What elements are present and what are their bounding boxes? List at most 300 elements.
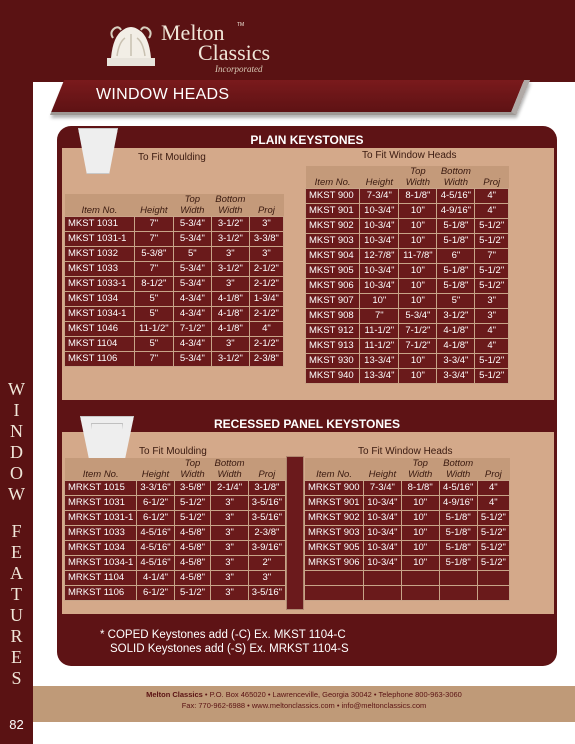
dimension-cell: 5-1/8" xyxy=(439,541,477,556)
item-number-cell: MKST 940 xyxy=(306,369,360,384)
table-row xyxy=(306,294,509,309)
dimension-cell: 5-1/2" xyxy=(477,526,509,541)
column-header: Height xyxy=(360,166,399,189)
column-header: Proj xyxy=(477,458,509,481)
dimension-cell: 4" xyxy=(475,324,509,339)
dimension-cell: 10" xyxy=(399,294,437,309)
dimension-cell: 10" xyxy=(401,541,439,556)
dimension-cell: 8-1/8" xyxy=(399,189,437,204)
dimension-cell: 3" xyxy=(211,277,249,292)
dimension-cell xyxy=(364,571,402,586)
dimension-cell: 10-3/4" xyxy=(364,541,402,556)
brand-name-line1: Melton xyxy=(161,20,225,45)
item-number-cell: MKST 900 xyxy=(306,189,360,204)
table-row xyxy=(65,307,284,322)
dimension-cell: 3" xyxy=(211,541,248,556)
dimension-cell: 10" xyxy=(399,204,437,219)
dimension-cell: 11-1/2" xyxy=(360,324,399,339)
table-row xyxy=(65,247,284,262)
dimension-cell: 4-9/16" xyxy=(439,496,477,511)
column-capital-icon xyxy=(103,18,159,74)
dimension-cell: 6" xyxy=(437,249,475,264)
dimension-cell: 13-3/4" xyxy=(360,354,399,369)
item-number-cell: MRKST 1015 xyxy=(65,481,137,496)
table-row xyxy=(65,217,284,232)
column-header: Top Width xyxy=(174,458,211,481)
table-row xyxy=(305,481,510,496)
sidebar-letter: F xyxy=(11,521,22,541)
dimension-cell: 12-7/8" xyxy=(360,249,399,264)
dimension-cell: 10" xyxy=(401,511,439,526)
table-row xyxy=(305,526,510,541)
dimension-cell: 4" xyxy=(475,339,509,354)
trademark: TM xyxy=(237,22,245,28)
dimension-cell: 5" xyxy=(134,337,173,352)
dimension-cell: 3-1/2" xyxy=(211,217,249,232)
item-number-cell xyxy=(305,571,364,586)
dimension-cell: 4-5/8" xyxy=(174,526,211,541)
table-row xyxy=(65,571,286,586)
footer xyxy=(33,686,575,722)
dimension-cell: 7" xyxy=(360,309,399,324)
item-number-cell: MRKST 905 xyxy=(305,541,364,556)
dimension-cell: 3-3/8" xyxy=(249,232,283,247)
dimension-cell: 7" xyxy=(134,217,173,232)
dimension-cell: 7-3/4" xyxy=(364,481,402,496)
item-number-cell: MRKST 901 xyxy=(305,496,364,511)
dimension-cell: 3" xyxy=(211,586,248,601)
table-row xyxy=(65,481,286,496)
dimension-cell: 4" xyxy=(475,189,509,204)
dimension-cell: 7" xyxy=(134,232,173,247)
table-row xyxy=(65,526,286,541)
sidebar-letter: S xyxy=(11,668,22,688)
sidebar-letter: R xyxy=(10,626,23,646)
sidebar-letter: U xyxy=(10,605,23,625)
dimension-cell: 3" xyxy=(211,337,249,352)
dimension-cell: 4-5/16" xyxy=(437,189,475,204)
item-number-cell: MKST 912 xyxy=(306,324,360,339)
dimension-cell: 5" xyxy=(134,307,173,322)
dimension-cell: 5-1/2" xyxy=(477,511,509,526)
dimension-cell: 3-1/2" xyxy=(211,232,249,247)
item-number-cell: MKST 904 xyxy=(306,249,360,264)
dimension-cell: 7-1/2" xyxy=(173,322,211,337)
dimension-cell: 10-3/4" xyxy=(360,264,399,279)
dimension-cell: 4-1/8" xyxy=(437,339,475,354)
table-row xyxy=(305,586,510,601)
dimension-cell: 5-1/2" xyxy=(475,354,509,369)
dimension-cell: 4-5/16" xyxy=(439,481,477,496)
table-row xyxy=(305,511,510,526)
dimension-cell: 5-1/2" xyxy=(174,586,211,601)
dimension-cell: 10" xyxy=(399,354,437,369)
dimension-cell: 10-3/4" xyxy=(364,556,402,571)
dimension-cell: 6-1/2" xyxy=(137,511,174,526)
table-divider xyxy=(286,456,304,610)
footer-line1 xyxy=(33,690,575,699)
dimension-cell: 2-3/8" xyxy=(248,526,285,541)
dimension-cell xyxy=(477,586,509,601)
column-header: Height xyxy=(137,458,174,481)
item-number-cell: MKST 903 xyxy=(306,234,360,249)
dimension-cell: 4-3/4" xyxy=(173,337,211,352)
item-number-cell: MRKST 902 xyxy=(305,511,364,526)
dimension-cell: 4" xyxy=(249,322,283,337)
dimension-cell: 5-3/4" xyxy=(173,262,211,277)
dimension-cell: 5-1/2" xyxy=(475,369,509,384)
dimension-cell: 4" xyxy=(477,496,509,511)
dimension-cell: 4-5/16" xyxy=(137,556,174,571)
sidebar-letter: E xyxy=(11,647,22,667)
dimension-cell: 5" xyxy=(437,294,475,309)
item-number-cell: MKST 1104 xyxy=(65,337,135,352)
table-row xyxy=(305,496,510,511)
column-header: Bottom Width xyxy=(437,166,475,189)
dimension-cell xyxy=(401,571,439,586)
sidebar-letter: D xyxy=(10,442,23,462)
column-header: Proj xyxy=(475,166,509,189)
dimension-cell: 4-5/8" xyxy=(174,541,211,556)
item-number-cell: MKST 906 xyxy=(306,279,360,294)
table-row xyxy=(65,556,286,571)
dimension-cell: 2-1/2" xyxy=(249,337,283,352)
dimension-cell: 2-3/8" xyxy=(249,352,283,367)
dimension-cell: 10-3/4" xyxy=(364,511,402,526)
footer-company: Melton Classics xyxy=(146,690,203,699)
dimension-cell: 3-5/16" xyxy=(248,586,285,601)
dimension-cell: 7-1/2" xyxy=(399,324,437,339)
recessed-panel-inset xyxy=(91,423,123,461)
column-header: Top Width xyxy=(173,194,211,217)
dimension-cell: 10-3/4" xyxy=(360,219,399,234)
dimension-cell: 10" xyxy=(399,369,437,384)
item-number-cell: MRKST 900 xyxy=(305,481,364,496)
dimension-cell: 3" xyxy=(249,217,283,232)
item-number-cell: MRKST 906 xyxy=(305,556,364,571)
dimension-cell: 5" xyxy=(173,247,211,262)
dimension-cell: 3" xyxy=(475,294,509,309)
table-row xyxy=(306,264,509,279)
dimension-cell: 10" xyxy=(360,294,399,309)
dimension-cell: 4-9/16" xyxy=(437,204,475,219)
dimension-cell: 3-1/8" xyxy=(248,481,285,496)
dimension-cell: 5-1/8" xyxy=(439,526,477,541)
recessed-moulding-table xyxy=(64,458,286,601)
dimension-cell: 3" xyxy=(211,526,248,541)
table-row xyxy=(306,219,509,234)
dimension-cell: 10-3/4" xyxy=(360,204,399,219)
table-row xyxy=(65,232,284,247)
item-number-cell: MKST 1031-1 xyxy=(65,232,135,247)
item-number-cell: MKST 1034-1 xyxy=(65,307,135,322)
dimension-cell: 3" xyxy=(249,247,283,262)
dimension-cell: 2-1/4" xyxy=(211,481,248,496)
item-number-cell: MRKST 1033 xyxy=(65,526,137,541)
table-header-row xyxy=(306,166,509,189)
table-row xyxy=(306,234,509,249)
dimension-cell: 2-1/2" xyxy=(249,277,283,292)
page-title: WINDOW HEADS xyxy=(96,86,230,103)
item-number-cell: MRKST 1031 xyxy=(65,496,137,511)
dimension-cell: 3-3/4" xyxy=(437,354,475,369)
table-row xyxy=(65,586,286,601)
coped-note: * COPED Keystones add (-C) Ex. MKST 1104-C xyxy=(100,629,346,641)
dimension-cell: 3-1/2" xyxy=(211,262,249,277)
column-header: Proj xyxy=(249,194,283,217)
dimension-cell: 5-1/2" xyxy=(475,219,509,234)
sidebar-letter: O xyxy=(10,463,23,483)
dimension-cell: 11-7/8" xyxy=(399,249,437,264)
dimension-cell: 5-1/8" xyxy=(437,264,475,279)
item-number-cell: MKST 901 xyxy=(306,204,360,219)
dimension-cell: 10-3/4" xyxy=(364,526,402,541)
dimension-cell: 10-3/4" xyxy=(364,496,402,511)
dimension-cell: 3" xyxy=(211,496,248,511)
dimension-cell: 7" xyxy=(134,262,173,277)
column-header: Top Width xyxy=(399,166,437,189)
table-row xyxy=(65,262,284,277)
column-header: Bottom Width xyxy=(439,458,477,481)
table-row xyxy=(306,309,509,324)
dimension-cell: 7" xyxy=(475,249,509,264)
dimension-cell: 4-1/8" xyxy=(211,292,249,307)
column-header: Item No. xyxy=(306,166,360,189)
plain-moulding-label: To Fit Moulding xyxy=(138,152,206,163)
table-row xyxy=(65,496,286,511)
dimension-cell: 3" xyxy=(248,571,285,586)
table-row xyxy=(306,204,509,219)
item-number-cell: MKST 1034 xyxy=(65,292,135,307)
item-number-cell: MKST 905 xyxy=(306,264,360,279)
table-row xyxy=(65,277,284,292)
dimension-cell: 4" xyxy=(475,204,509,219)
dimension-cell: 4-1/8" xyxy=(211,307,249,322)
plain-section-title: PLAIN KEYSTONES xyxy=(250,133,364,147)
dimension-cell: 5-3/4" xyxy=(173,232,211,247)
table-row xyxy=(65,541,286,556)
column-header: Bottom Width xyxy=(211,194,249,217)
dimension-cell: 4-1/8" xyxy=(437,324,475,339)
dimension-cell: 5-1/8" xyxy=(439,556,477,571)
plain-heads-table xyxy=(305,166,509,384)
footer-contact: Fax: 770-962-6988 • www.meltonclassics.com • info@meltonclassics.com xyxy=(181,701,427,710)
item-number-cell: MKST 902 xyxy=(306,219,360,234)
dimension-cell xyxy=(477,571,509,586)
dimension-cell: 3" xyxy=(211,571,248,586)
dimension-cell: 4-3/4" xyxy=(173,307,211,322)
plain-heads-label: To Fit Window Heads xyxy=(362,150,457,161)
dimension-cell: 5-1/2" xyxy=(174,511,211,526)
column-header: Item No. xyxy=(305,458,364,481)
table-row xyxy=(306,279,509,294)
table-row xyxy=(306,324,509,339)
table-row xyxy=(305,556,510,571)
dimension-cell: 7-1/2" xyxy=(399,339,437,354)
table-row xyxy=(306,369,509,384)
dimension-cell: 6-1/2" xyxy=(137,586,174,601)
brand-incorporated: Incorporated xyxy=(215,64,263,74)
dimension-cell: 10" xyxy=(401,526,439,541)
table-row xyxy=(65,511,286,526)
brand-name-line2: Classics xyxy=(198,40,271,65)
dimension-cell: 4-5/16" xyxy=(137,541,174,556)
dimension-cell: 5-1/2" xyxy=(475,234,509,249)
table-row xyxy=(306,339,509,354)
item-number-cell: MKST 1033 xyxy=(65,262,135,277)
dimension-cell: 7-3/4" xyxy=(360,189,399,204)
recessed-heads-table xyxy=(304,458,510,601)
dimension-cell: 4-5/16" xyxy=(137,526,174,541)
plain-moulding-table xyxy=(64,194,284,367)
table-row xyxy=(306,249,509,264)
dimension-cell: 5-1/8" xyxy=(439,511,477,526)
dimension-cell: 5-1/8" xyxy=(437,279,475,294)
item-number-cell: MKST 908 xyxy=(306,309,360,324)
dimension-cell: 5-1/8" xyxy=(437,219,475,234)
dimension-cell: 8-1/2" xyxy=(134,277,173,292)
column-header: Top Width xyxy=(401,458,439,481)
dimension-cell: 2-1/2" xyxy=(249,262,283,277)
dimension-cell: 4-5/8" xyxy=(174,556,211,571)
header xyxy=(33,0,575,82)
item-number-cell: MRKST 1106 xyxy=(65,586,137,601)
dimension-cell: 10" xyxy=(399,264,437,279)
column-header: Bottom Width xyxy=(211,458,248,481)
item-number-cell: MKST 1106 xyxy=(65,352,135,367)
dimension-cell: 3-1/2" xyxy=(437,309,475,324)
dimension-cell: 10" xyxy=(399,279,437,294)
table-header-row xyxy=(305,458,510,481)
item-number-cell: MKST 1046 xyxy=(65,322,135,337)
dimension-cell xyxy=(364,586,402,601)
table-row xyxy=(305,541,510,556)
dimension-cell: 4" xyxy=(477,481,509,496)
dimension-cell: 4-3/4" xyxy=(173,292,211,307)
dimension-cell: 5-1/2" xyxy=(174,496,211,511)
dimension-cell: 5-1/2" xyxy=(477,541,509,556)
dimension-cell: 3-9/16" xyxy=(248,541,285,556)
dimension-cell: 3" xyxy=(475,309,509,324)
dimension-cell: 3-5/16" xyxy=(248,511,285,526)
dimension-cell: 3" xyxy=(211,511,248,526)
item-number-cell: MRKST 1031-1 xyxy=(65,511,137,526)
item-number-cell: MKST 913 xyxy=(306,339,360,354)
dimension-cell: 4-1/8" xyxy=(211,322,249,337)
brand-logo xyxy=(103,18,283,74)
dimension-cell: 3-3/16" xyxy=(137,481,174,496)
dimension-cell: 5-3/4" xyxy=(399,309,437,324)
dimension-cell: 13-3/4" xyxy=(360,369,399,384)
ordering-notes xyxy=(100,628,349,656)
table-row xyxy=(65,337,284,352)
item-number-cell: MKST 907 xyxy=(306,294,360,309)
table-row xyxy=(305,571,510,586)
dimension-cell: 10" xyxy=(401,556,439,571)
solid-note: SOLID Keystones add (-S) Ex. MRKST 1104-S xyxy=(110,643,349,655)
dimension-cell: 11-1/2" xyxy=(360,339,399,354)
dimension-cell: 5-1/2" xyxy=(475,279,509,294)
dimension-cell: 8-1/8" xyxy=(401,481,439,496)
table-row xyxy=(306,189,509,204)
item-number-cell: MKST 1032 xyxy=(65,247,135,262)
dimension-cell: 5-3/8" xyxy=(134,247,173,262)
dimension-cell: 5-3/4" xyxy=(173,277,211,292)
table-row xyxy=(65,352,284,367)
column-header: Height xyxy=(364,458,402,481)
sidebar-letter: A xyxy=(10,563,23,583)
sidebar-letter: I xyxy=(13,400,20,420)
dimension-cell: 3-5/16" xyxy=(248,496,285,511)
dimension-cell: 5" xyxy=(134,292,173,307)
item-number-cell: MKST 1033-1 xyxy=(65,277,135,292)
item-number-cell xyxy=(305,586,364,601)
item-number-cell: MKST 930 xyxy=(306,354,360,369)
item-number-cell: MKST 1031 xyxy=(65,217,135,232)
dimension-cell: 4-1/4" xyxy=(137,571,174,586)
dimension-cell: 10-3/4" xyxy=(360,234,399,249)
dimension-cell: 10" xyxy=(401,496,439,511)
dimension-cell: 5-3/4" xyxy=(173,352,211,367)
column-header: Proj xyxy=(248,458,285,481)
dimension-cell: 3-5/8" xyxy=(174,481,211,496)
recessed-heads-label: To Fit Window Heads xyxy=(358,446,453,457)
sidebar-letter: W xyxy=(8,379,25,399)
table-header-row xyxy=(65,194,284,217)
dimension-cell: 3-1/2" xyxy=(211,352,249,367)
dimension-cell: 10" xyxy=(399,219,437,234)
recessed-moulding-label: To Fit Moulding xyxy=(139,446,207,457)
dimension-cell: 5-1/2" xyxy=(475,264,509,279)
dimension-cell: 3" xyxy=(211,556,248,571)
column-header: Height xyxy=(134,194,173,217)
dimension-cell: 1-3/4" xyxy=(249,292,283,307)
dimension-cell: 5-1/8" xyxy=(437,234,475,249)
dimension-cell: 2-1/2" xyxy=(249,307,283,322)
dimension-cell: 11-1/2" xyxy=(134,322,173,337)
item-number-cell: MRKST 1034 xyxy=(65,541,137,556)
table-header-row xyxy=(65,458,286,481)
table-row xyxy=(306,354,509,369)
footer-address: • P.O. Box 465020 • Lawrenceville, Georgia 30042 • Telephone 800-963-3060 xyxy=(202,690,462,699)
dimension-cell: 4-5/8" xyxy=(174,571,211,586)
sidebar-letter: W xyxy=(8,484,25,504)
dimension-cell: 5-3/4" xyxy=(173,217,211,232)
dimension-cell: 3-3/4" xyxy=(437,369,475,384)
item-number-cell: MRKST 1104 xyxy=(65,571,137,586)
column-header: Item No. xyxy=(65,194,135,217)
column-header: Item No. xyxy=(65,458,137,481)
dimension-cell xyxy=(401,586,439,601)
recessed-section-title: RECESSED PANEL KEYSTONES xyxy=(213,417,401,431)
dimension-cell: 2" xyxy=(248,556,285,571)
sidebar-letter: T xyxy=(11,584,22,604)
dimension-cell: 10-3/4" xyxy=(360,279,399,294)
dimension-cell: 7" xyxy=(134,352,173,367)
page-number: 82 xyxy=(9,717,24,732)
dimension-cell: 5-1/2" xyxy=(477,556,509,571)
sidebar-letter: N xyxy=(10,421,23,441)
table-row xyxy=(65,322,284,337)
dimension-cell xyxy=(439,571,477,586)
sidebar-letter: E xyxy=(11,542,22,562)
dimension-cell xyxy=(439,586,477,601)
dimension-cell: 3" xyxy=(211,247,249,262)
item-number-cell: MRKST 903 xyxy=(305,526,364,541)
dimension-cell: 6-1/2" xyxy=(137,496,174,511)
table-row xyxy=(65,292,284,307)
dimension-cell: 10" xyxy=(399,234,437,249)
